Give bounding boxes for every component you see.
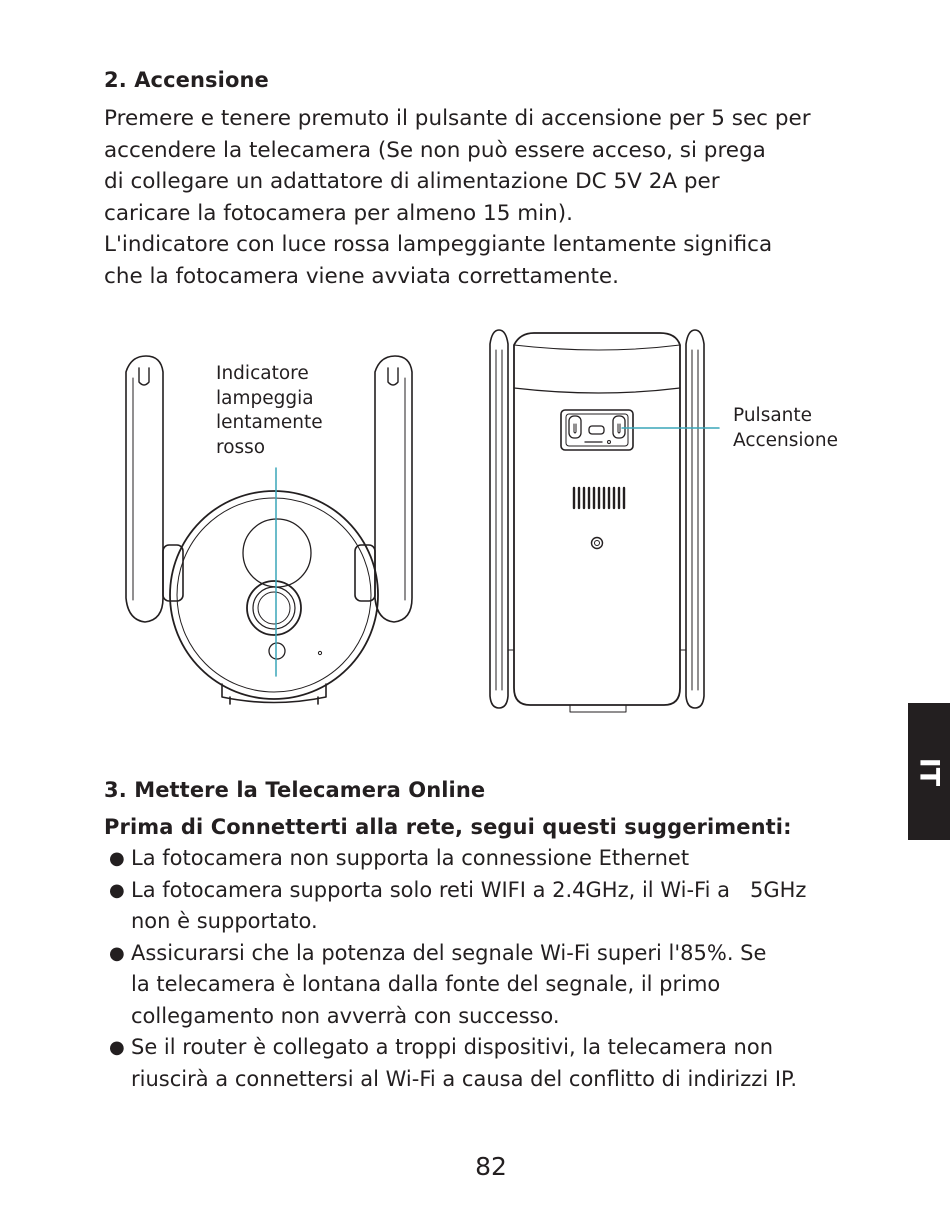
section-2-title: 2. Accensione — [104, 68, 269, 92]
bullet-icon: ● — [109, 879, 125, 901]
paragraph-line: accendere la telecamera (Se non può essere acceso, si prega — [104, 137, 766, 163]
back-left-antenna — [490, 330, 508, 708]
power-button-label: Pulsante Accensione — [733, 405, 838, 451]
section-3-title: 3. Mettere la Telecamera Online — [104, 778, 486, 802]
list-item: ● La fotocamera supporta solo reti WIFI a 2.4GHz, il Wi-Fi a 5GHz non è supportato. — [104, 875, 806, 938]
bullet-icon: ● — [109, 942, 125, 964]
paragraph-line: L'indicatore con luce rossa lampeggiante lentamente significa — [104, 232, 773, 257]
section-3-subtitle: Prima di Connetterti alla rete, segui questi suggerimenti: — [104, 815, 792, 839]
indicator-label: Indicatore lampeggia lentamente rosso — [216, 363, 323, 458]
list-item: ● Assicurarsi che la potenza del segnale Wi-Fi superi l'85%. Se la telecamera è lontana dalla fonte del segnale, il primo collegamento non avverrà con successo. — [104, 938, 806, 1033]
back-right-antenna — [686, 330, 704, 708]
language-tab — [908, 703, 950, 840]
list-item: ● La fotocamera non supporta la connessione Ethernet — [104, 843, 806, 875]
language-tab-label: IT — [913, 757, 945, 786]
right-antenna — [375, 356, 412, 622]
paragraph-line: caricare la fotocamera per almeno 15 min). — [104, 200, 573, 226]
back-camera-drawing — [490, 330, 704, 712]
paragraph-line: Premere e tenere premuto il pulsante di accensione per 5 sec per — [104, 106, 811, 131]
bullet-icon: ● — [109, 848, 125, 869]
page-number: 82 — [475, 1152, 507, 1181]
paragraph-line: che la fotocamera viene avviata correttamente. — [104, 263, 619, 289]
bullet-icon: ● — [109, 1037, 125, 1058]
left-antenna — [126, 356, 163, 622]
paragraph-line: di collegare un adattatore di alimentazione DC 5V 2A per — [104, 169, 720, 194]
tips-list — [104, 843, 806, 1095]
list-item: ● Se il router è collegato a troppi dispositivi, la telecamera non riuscirà a connettersi al Wi-Fi a causa del conflitto di indirizzi IP. — [104, 1032, 806, 1095]
